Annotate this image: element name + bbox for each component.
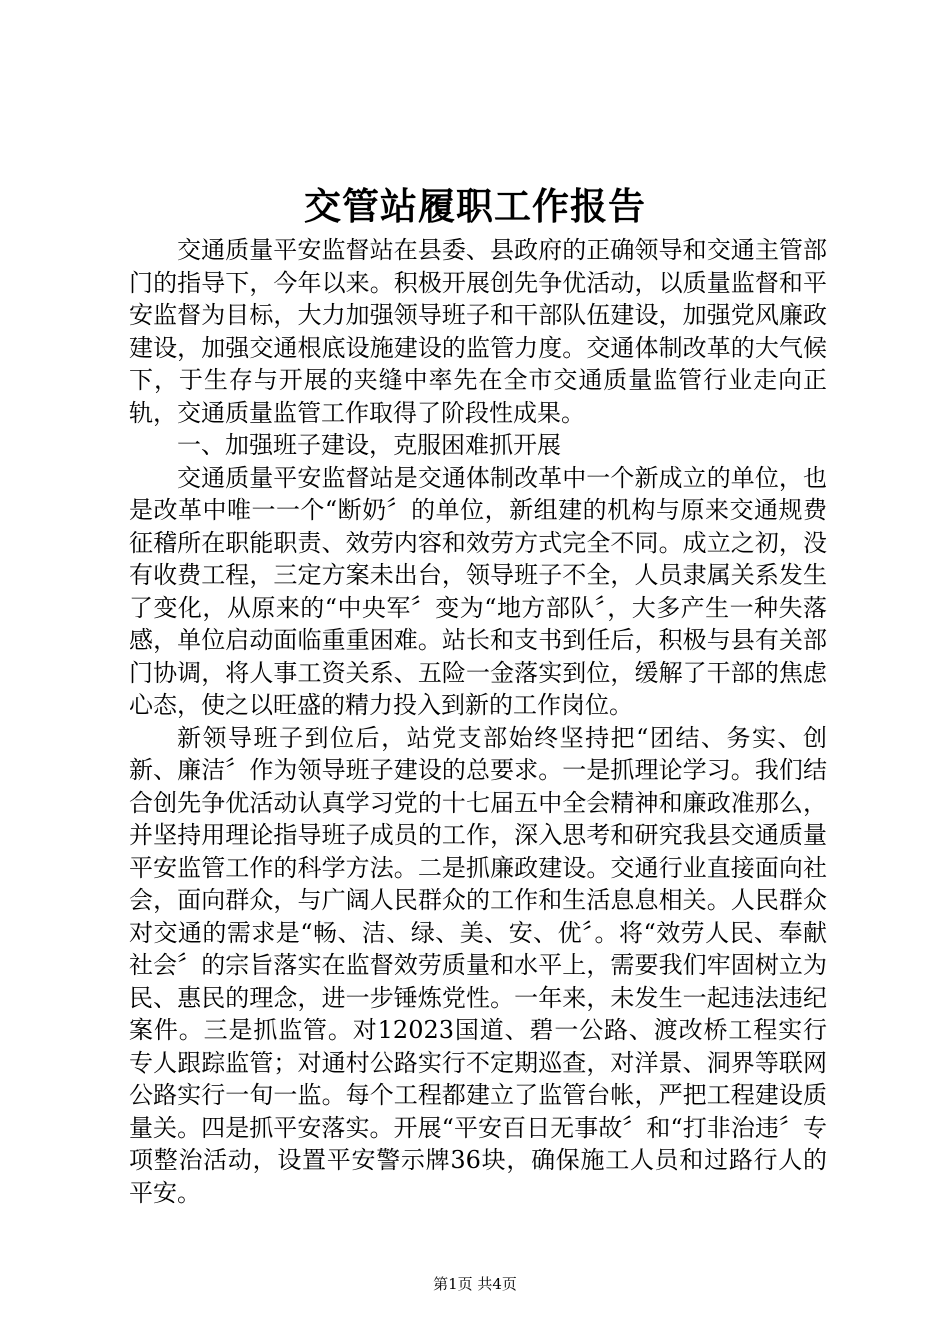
paragraph-intro: 交通质量平安监督站在县委、县政府的正确领导和交通主管部门的指导下，今年以来。积极开展创先争优活动，以质量监督和平安监督为目标，大力加强领导班子和干部队伍建设，加强党风廉政建设，加强交通根底设施建设的监管力度。交通体制改革的大气候下，于生存与开展的夹缝中率先在全市交通质量监管行业走向正轨，交通质量监管工作取得了阶段性成果。 [129, 236, 827, 427]
document-title: 交管站履职工作报告 [304, 184, 646, 228]
section-heading: 一、加强班子建设，克服困难抓开展 [177, 431, 561, 459]
paragraph-leadership: 新领导班子到位后，站党支部始终坚持把“团结、务实、创新、廉洁〞作为领导班子建设的总要求。一是抓理论学习。我们结合创先争优活动认真学习党的十七届五中全会精神和廉政准那么，并坚持用理论指导班子成员的工作，深入思考和研究我县交通质量平安监管工作的科学方法。二是抓廉政建设。交通行业直接面向社会，面向群众，与广阔人民群众的工作和生活息息相关。人民群众对交通的需求是“畅、洁、绿、美、安、优〞。将“效劳人民、奉献社会〞的宗旨落实在监督效劳质量和水平上，需要我们牢固树立为民、惠民的理念，进一步锤炼党性。一年来，未发生一起违法违纪案件。三是抓监管。对12023国道、碧一公路、渡改桥工程实行专人跟踪监管；对通村公路实行不定期巡查，对洋景、洞界等联网公路实行一旬一监。每个工程都建立了监管台帐，严把工程建设质量关。四是抓平安落实。开展“平安百日无事故〞和“打非治违〞专项整治活动，设置平安警示牌36块，确保施工人员和过路行人的平安。 [129, 723, 827, 1207]
document-body [129, 234, 827, 1209]
page-number-footer: 第1页 共4页 [433, 1275, 517, 1293]
paragraph-team-setup: 交通质量平安监督站是交通体制改革中一个新成立的单位，也是改革中唯一一个“断奶〞的单位，新组建的机构与原来交通规费征稽所在职能职责、效劳内容和效劳方式完全不同。成立之初，没有收费工程，三定方案未出台，领导班子不全，人员隶属关系发生了变化，从原来的“中央军〞变为“地方部队〞，大多产生一种失落感，单位启动面临重重困难。站长和支书到任后，积极与县有关部门协调，将人事工资关系、五险一金落实到位，缓解了干部的焦虑心态，使之以旺盛的精力投入到新的工作岗位。 [129, 463, 827, 719]
